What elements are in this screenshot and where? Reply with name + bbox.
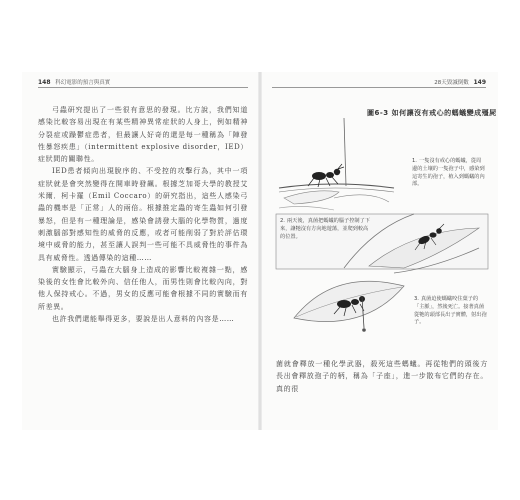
right-page [262,72,498,430]
right-header-rule [272,87,486,88]
right-running-head [434,78,486,86]
left-page [22,72,258,430]
left-body-text [38,104,248,325]
right-page-number: 149 [473,79,486,86]
left-paragraph-4: 也許我們還能舉得更多，要說是出人意料的內容是…… [52,315,235,324]
left-header-rule [38,87,248,88]
callout-2-text: 兩天後，真菌把螞蟻的腦子控制了下來，讓牠沒有方向地遊蕩，並爬到較高的位置。 [280,218,370,240]
right-body-text [276,358,488,395]
callout-2-number: 2. [280,218,285,224]
callout-3 [414,296,488,327]
book-spread [22,72,498,430]
left-running-head [38,78,110,86]
callout-1-number: 1. [412,158,417,164]
callout-1 [412,158,486,189]
figure-illustration [274,118,490,343]
left-paragraph-3: 實驗顯示，弓蟲在大腦身上造成的影響比較複雜一點，感染後的女性會比較外向、信任他人，而男性則會比較內向，對他人保持戒心。不過，男女的反應可能會根據不同的實驗而有所差異。 [38,265,248,311]
right-paragraph: 菌就會釋放一種化學武器，殺死這些螞蟻。再從牠們的頭後方長出會釋放孢子的柄，稱為「子座」，進一步散布它們的存在。真的很 [276,360,488,393]
callout-2 [280,218,372,241]
left-paragraph-1: 弓蟲研究提出了一些很有意思的發現。比方說，我們知道感染比較容易出現在有某些精神異常症狀的人身上，例如精神分裂症或躁鬱症患者，但最讓人好奇的還是每一種稱為「陣發性暴怒疾患」（intermittent explosive disorder，IED）症狀間的關聯性。 [38,106,248,164]
left-running-title: 科幻電影的預言與真實 [55,80,111,86]
figure-title: 圖6-3 如何讓沒有戒心的螞蟻變成殭屍 [367,109,497,117]
callout-1-text: 一隻沒有戒心的螞蟻，從周邊的土壤的一隻孢子中，感染到這寄生的孢子，植入到螞蟻的內部。 [412,158,485,188]
right-running-title: 28天毀滅倒數 [434,80,469,86]
left-paragraph-2: IED患者傾向出現脫序的、不受控的攻擊行為，其中一項症狀就是會突然變得在開車時發飆。根據芝加哥大學的教授艾米爾．柯卡羅（Emil Coccaro）的研究指出，這些人感染弓蟲的機率是「正常」人的兩倍。根據推定蟲的寄生蟲如何引發暴怒，但是有一種理論是，感染會誘發大腦的化學物質，過度刺激腦部對感知性的威脅的反應，或者可能削弱了對於評估環境中威脅的能力，甚至讓人誤判一些可能不具威脅性的事件為具有威脅性。透過傳染的這種…… [38,167,248,262]
callout-3-number: 3. [414,296,419,302]
callout-3-text: 真菌迫使螞蟻咬住葉子的「主脈」，然後死亡。接著真菌從牠的頭部長出子實體，射出孢子。 [414,296,487,326]
left-page-number: 148 [38,79,51,86]
